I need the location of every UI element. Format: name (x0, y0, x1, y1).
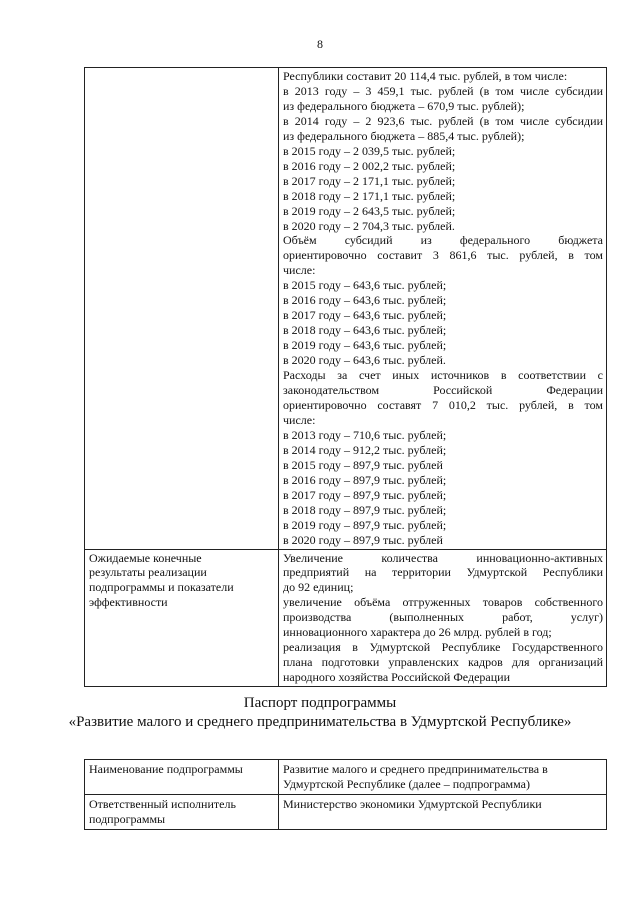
row-value-line: в 2020 году – 897,9 тыс. рублей (283, 532, 443, 547)
row-label-line: Ожидаемые конечные (89, 550, 202, 565)
row-value-line: в 2018 году – 643,6 тыс. рублей; (283, 323, 447, 338)
row-value-line: в 2018 году – 2 171,1 тыс. рублей; (283, 188, 456, 203)
row-label-line: результаты реализации (89, 565, 207, 580)
row-value-cell (279, 795, 607, 830)
row-value-line: числе: (283, 412, 316, 427)
passport-title: Паспорт подпрограммы (243, 695, 397, 711)
row-value-line: Объём субсидий из федерального бюджета (283, 233, 603, 248)
page-number: 8 (317, 37, 323, 51)
passport-table (84, 759, 607, 830)
row-value-line: в 2013 году – 3 459,1 тыс. рублей (в том числе субсидии (283, 83, 603, 98)
row-value-line: ориентировочно составят 7 010,2 тыс. рублей, в том (283, 397, 603, 412)
row-value-line: в 2019 году – 643,6 тыс. рублей; (283, 338, 447, 353)
row-value-line: Республики составит 20 114,4 тыс. рублей, в том числе: (283, 69, 568, 83)
row-value-line: в 2015 году – 897,9 тыс. рублей (283, 457, 443, 472)
row-value-line: предприятий на территории Удмуртской Республики (283, 565, 603, 580)
row-value-line: в 2017 году – 643,6 тыс. рублей; (283, 308, 447, 323)
row-value-line: из федерального бюджета – 670,9 тыс. рублей); (283, 98, 525, 113)
row-value-line: инновационного характера до 26 млрд. рублей в год; (283, 625, 552, 640)
row-value-line: Развитие малого и среднего предпринимательства в (283, 762, 548, 776)
row-value-line: Министерство экономики Удмуртской Республики (283, 797, 542, 811)
row-value-line: в 2018 году – 897,9 тыс. рублей; (283, 502, 447, 517)
row-value-line: Удмуртской Республике (далее – подпрограмма) (283, 777, 530, 791)
row-label-line: подпрограммы и показатели (89, 580, 234, 595)
subprogram-table (84, 67, 607, 687)
row-value-line: в 2014 году – 2 923,6 тыс. рублей (в том числе субсидии (283, 113, 603, 128)
row-value-line: в 2016 году – 897,9 тыс. рублей; (283, 472, 447, 487)
table-row (85, 760, 607, 795)
row-label-cell (85, 795, 279, 830)
row-value-line: народного хозяйства Российской Федерации (283, 670, 510, 685)
row-label-line: эффективности (89, 595, 168, 610)
row-value-line: в 2013 году – 710,6 тыс. рублей; (283, 427, 447, 442)
row-value-line: увеличение объёма отгруженных товаров собственного (283, 595, 603, 610)
row-value-line: из федерального бюджета – 885,4 тыс. рублей); (283, 128, 525, 143)
row-value-line: в 2019 году – 897,9 тыс. рублей; (283, 517, 447, 532)
row-value-line: в 2017 году – 2 171,1 тыс. рублей; (283, 173, 456, 188)
row-label-line: подпрограммы (89, 812, 166, 826)
row-value-line: в 2016 году – 643,6 тыс. рублей; (283, 293, 447, 308)
row-value-line: в 2020 году – 643,6 тыс. рублей. (283, 353, 446, 368)
row-value-cell (279, 549, 607, 687)
row-label-cell (85, 68, 279, 550)
row-label-line: Наименование подпрограммы (89, 762, 243, 776)
row-value-line: в 2020 году – 2 704,3 тыс. рублей. (283, 218, 455, 233)
row-value-line: в 2017 году – 897,9 тыс. рублей; (283, 487, 447, 502)
row-value-line: в 2014 году – 912,2 тыс. рублей; (283, 442, 447, 457)
table-row (85, 549, 607, 687)
table-row (85, 68, 607, 550)
row-label-cell (85, 549, 279, 687)
row-value-line: до 92 единиц; (283, 580, 354, 595)
row-value-line: числе: (283, 263, 316, 278)
row-value-line: в 2019 году – 2 643,5 тыс. рублей; (283, 203, 456, 218)
row-value-cell (279, 760, 607, 795)
row-value-line: в 2016 году – 2 002,2 тыс. рублей; (283, 158, 456, 173)
row-value-line: Увеличение количества инновационно-активных (283, 550, 603, 565)
row-value-line: законодательством Российской Федерации (283, 383, 603, 398)
row-value-line: Расходы за счет иных источников в соответствии с (283, 368, 603, 383)
row-value-line: производства (выполненных работ, услуг) (283, 610, 603, 625)
row-value-line: в 2015 году – 643,6 тыс. рублей; (283, 278, 447, 293)
row-value-line: в 2015 году – 2 039,5 тыс. рублей; (283, 143, 456, 158)
row-label-cell (85, 760, 279, 795)
row-value-cell (279, 68, 607, 550)
row-label-line: Ответственный исполнитель (89, 797, 236, 811)
row-value-line: реализация в Удмуртской Республике Государственного (283, 640, 603, 655)
passport-subtitle: «Развитие малого и среднего предпринимательства в Удмуртской Республике» (68, 714, 572, 730)
row-value-line: ориентировочно составит 3 861,6 тыс. рублей, в том (283, 248, 603, 263)
table-row (85, 795, 607, 830)
row-value-line: плана подготовки управленских кадров для организаций (283, 655, 603, 670)
